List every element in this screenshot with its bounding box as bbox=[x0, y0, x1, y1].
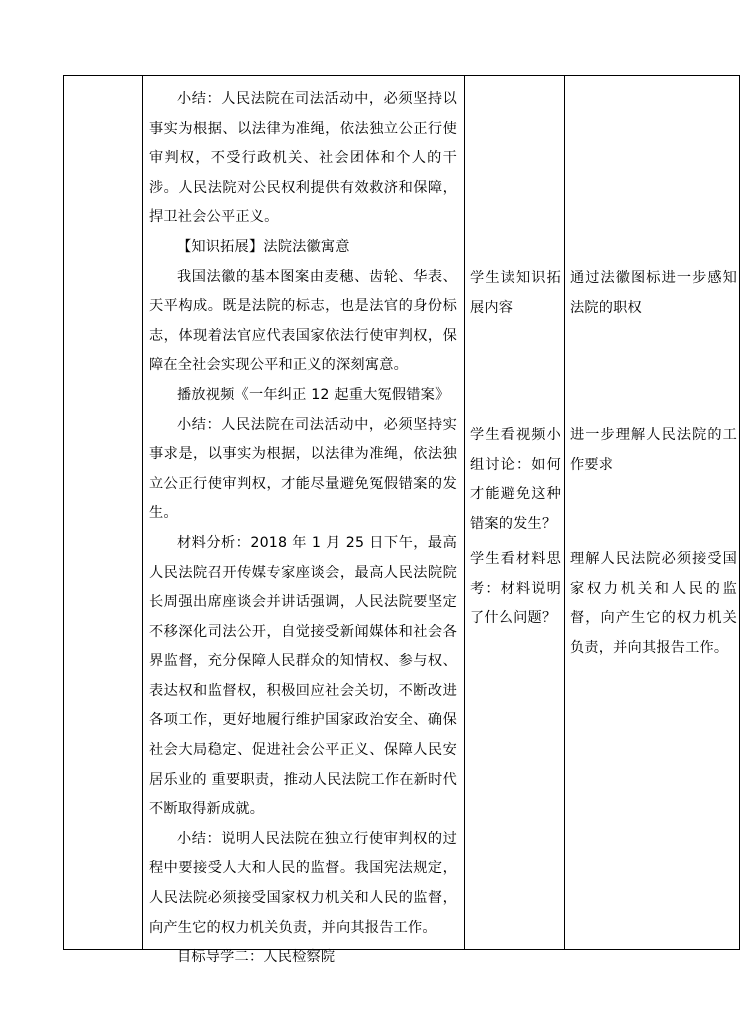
video-paragraph: 播放视频《一年纠正 12 起重大冤假错案》 bbox=[177, 386, 450, 403]
court-emblem-paragraph: 我国法徽的基本图案由麦穗、齿轮、华表、天平构成。既是法院的标志，也是法官的身份标志，体现着法官应代表国家依法行使审判权，保障在全社会实现公平和正义的深刻寓意。 bbox=[149, 268, 457, 374]
summary-paragraph-3: 小结：说明人民法院在独立行使审判权的过程中要接受人大和人民的监督。我国宪法规定，人民法院必须接受国家权力机关和人民的监督，向产生它的权力机关负责，并向其报告工作。 bbox=[149, 830, 457, 936]
student-activity-column bbox=[465, 76, 565, 949]
summary-paragraph-1: 小结：人民法院在司法活动中，必须坚持以事实为根据、以法律为准绳，依法独立公正行使审判权，不受行政机关、社会团体和个人的干涉。人民法院对公民权利提供有效救济和保障，捍卫社会公平正义。 bbox=[149, 91, 457, 226]
stage-column bbox=[64, 76, 142, 949]
design-intent-column bbox=[565, 76, 741, 949]
student-activity-1: 学生读知识拓展内容 bbox=[470, 270, 561, 316]
design-intent-2: 进一步理解人民法院的工作要求 bbox=[570, 427, 737, 473]
goal-heading-2: 目标导学二：人民检察院 bbox=[177, 949, 336, 966]
student-activity-2: 学生看视频小组讨论：如何才能避免这种错案的发生？ bbox=[470, 427, 561, 532]
summary-paragraph-2: 小结：人民法院在司法活动中，必须坚持实事求是，以事实为根据，以法律为准绳，依法独立公正行使审判权，才能尽量避免冤假错案的发生。 bbox=[149, 416, 457, 522]
knowledge-extension-heading: 【知识拓展】法院法徽寓意 bbox=[177, 238, 350, 255]
teaching-content-column bbox=[143, 76, 465, 966]
lesson-plan-table bbox=[63, 75, 740, 966]
material-analysis-paragraph: 材料分析：2018 年 1 月 25 日下午，最高人民法院召开传媒专家座谈会，最高人民法院院长周强出席座谈会并讲话强调，人民法院要坚定不移深化司法公开，自觉接受新闻媒体和社会各界监督，充分保障人民群众的知情权、参与权、表达权和监督权，积极回应社会关切，不断改进各项工作，更好地履行维护国家政治安全、确保社会大局稳定、促进社会公平正义、保障人民安居乐业的 重要职责，推动人民法院工作在新时代不断取得新成就。 bbox=[149, 534, 457, 818]
design-intent-1: 通过法徽图标进一步感知法院的职权 bbox=[570, 270, 737, 316]
design-intent-3: 理解人民法院必须接受国家权力机关和人民的监督，向产生它的权力机关负责，并向其报告工作。 bbox=[570, 551, 737, 656]
student-activity-3: 学生看材料思考：材料说明了什么问题？ bbox=[470, 551, 561, 627]
